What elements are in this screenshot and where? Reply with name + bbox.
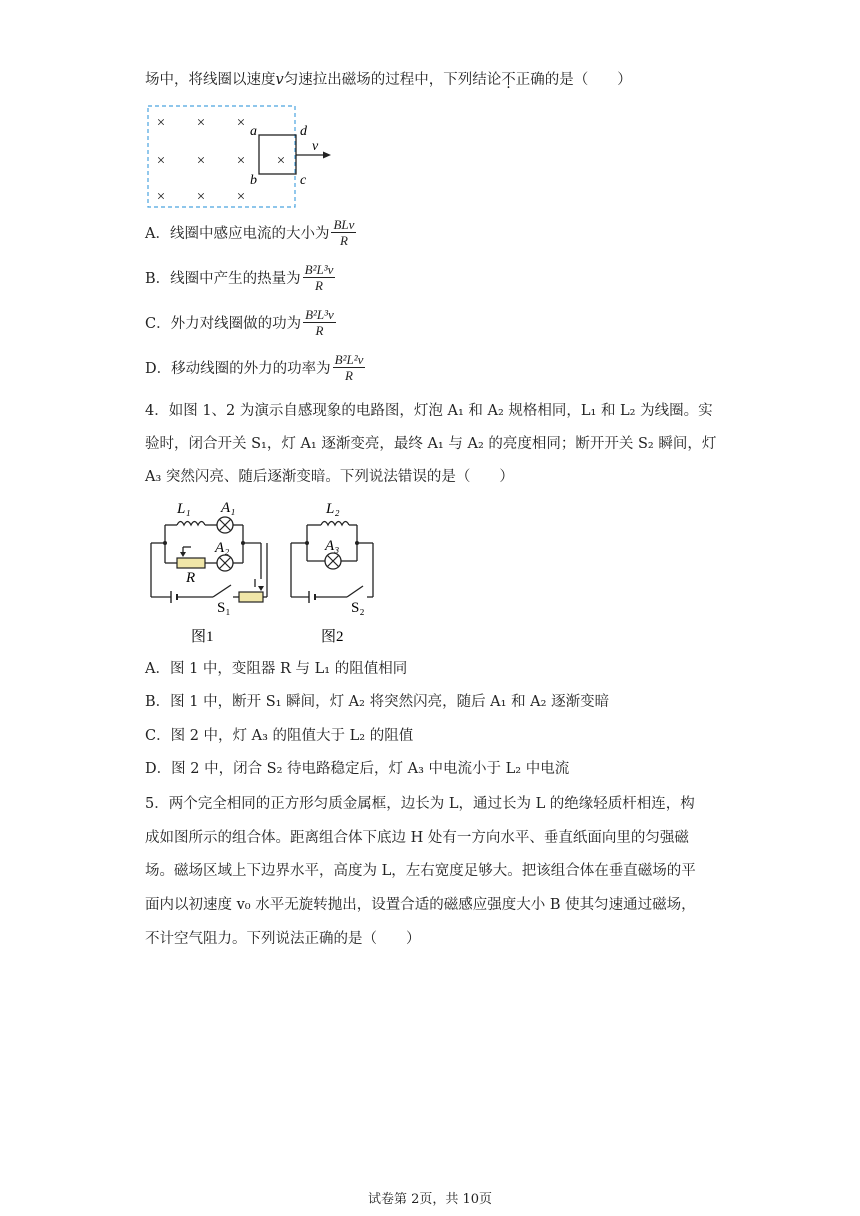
label-l1: L₁ <box>177 501 191 517</box>
q5-stem-line-3: 场。磁场区域上下边界水平，高度为 L，左右宽度足够大。把该组合体在垂直磁场的平 <box>145 863 696 879</box>
field-cross-mark: × <box>156 153 166 169</box>
q4-circuit-figure-2 <box>283 497 383 647</box>
coil-label-a: a <box>250 124 257 139</box>
field-cross-mark: × <box>196 115 206 131</box>
junction-dot <box>163 541 167 545</box>
figure-2-caption: 图2 <box>321 629 344 645</box>
rheostat-r-slider-icon <box>180 552 186 557</box>
field-boundary <box>148 106 295 207</box>
q3-option-b <box>145 262 335 293</box>
rheostat-r-body <box>177 558 205 568</box>
q4-option-c: C．图 2 中，灯 A₃ 的阻值大于 L₂ 的阻值 <box>145 728 414 744</box>
label-a1: A₁ <box>221 500 236 516</box>
junction-dot <box>355 541 359 545</box>
label-s1: S₁ <box>217 600 231 616</box>
fraction-denominator: R <box>339 233 348 248</box>
q4-option-b: B．图 1 中，断开 S₁ 瞬间，灯 A₂ 将突然闪亮，随后 A₁ 和 A₂ 逐渐变暗 <box>145 694 610 710</box>
junction-dot <box>241 541 245 545</box>
q3-stem-part-a: 场中，将线圈以速度 <box>145 72 276 88</box>
page-footer: 试卷第 2页，共 10页 <box>367 1192 493 1207</box>
field-cross-mark: × <box>236 115 246 131</box>
label-r: R <box>186 570 196 586</box>
label-s2: S₂ <box>351 600 365 616</box>
field-cross-mark: × <box>156 115 166 131</box>
q5-stem-line-5: 不计空气阻力。下列说法正确的是（ ） <box>145 931 421 947</box>
field-cross-mark: × <box>196 189 206 205</box>
field-cross-mark: × <box>236 189 246 205</box>
label-l2: L₂ <box>326 501 340 517</box>
fraction-denominator: R <box>345 368 353 383</box>
q4-circuit-figure-1 <box>143 497 273 647</box>
q4-stem-line-3: A₃ 突然闪亮、随后逐渐变暗。下列说法错误的是（ ） <box>145 469 514 485</box>
label-a3: A₃ <box>325 538 340 554</box>
q3-option-d <box>145 352 365 383</box>
q4-stem-line-1: 4．如图 1、2 为演示自感现象的电路图，灯泡 A₁ 和 A₂ 规格相同，L₁ 和 L₂ 为线圈。实 <box>145 403 713 419</box>
field-cross-mark: × <box>276 153 286 169</box>
q4-option-a: A．图 1 中，变阻器 R 与 L₁ 的阻值相同 <box>145 661 408 677</box>
q3-option-d-text: D．移动线圈的外力的功率为 <box>145 361 331 377</box>
q3-stem-velocity: v <box>275 72 284 88</box>
q3-option-a-fraction <box>331 217 356 248</box>
q3-stem-part-c: 正确的是（ ） <box>515 72 632 88</box>
coil-label-c: c <box>300 173 307 188</box>
lamp-a3-icon <box>325 553 341 569</box>
field-cross-mark: × <box>156 189 166 205</box>
q3-option-d-fraction <box>333 352 366 383</box>
q3-option-a <box>145 217 356 248</box>
fraction-numerator: B²L²v <box>334 352 364 367</box>
q3-option-c-fraction <box>303 307 336 338</box>
coil-l2-icon <box>321 522 349 526</box>
label-a2: A₂ <box>215 540 230 556</box>
fraction-numerator: B²L³v <box>305 307 334 322</box>
q3-stem-emphasis: 不 <box>501 72 516 88</box>
junction-dot <box>305 541 309 545</box>
field-cross-mark: × <box>196 153 206 169</box>
q5-stem-line-4: 面内以初速度 v₀ 水平无旋转抛出，设置合适的磁感应强度大小 B 使其匀速通过磁场， <box>145 897 696 913</box>
field-cross-mark: × <box>236 153 246 169</box>
q3-stem <box>145 70 632 90</box>
coil-l1-icon <box>177 522 205 526</box>
q3-field-figure <box>145 103 345 211</box>
q3-option-b-fraction <box>303 262 336 293</box>
lamp-a1-icon <box>217 517 233 533</box>
lamp-a2-icon <box>217 555 233 571</box>
q4-stem-line-2: 验时，闭合开关 S₁，灯 A₁ 逐渐变亮，最终 A₁ 与 A₂ 的亮度相同；断开开关 S₂ 瞬间，灯 <box>145 436 717 452</box>
figure-1-caption: 图1 <box>191 629 214 645</box>
coil-label-b: b <box>250 173 257 188</box>
fraction-denominator: R <box>315 323 324 338</box>
fraction-denominator: R <box>315 278 323 293</box>
q3-option-c <box>145 307 336 338</box>
q3-stem-part-b: 匀速拉出磁场的过程中，下列结论 <box>283 72 502 88</box>
q3-option-a-text: A．线圈中感应电流的大小为 <box>145 226 330 242</box>
q3-option-b-text: B．线圈中产生的热量为 <box>145 271 301 287</box>
rheostat-s1-body <box>239 592 263 602</box>
fraction-numerator: BLv <box>333 217 355 232</box>
velocity-arrowhead <box>323 152 331 159</box>
q5-stem-line-1: 5．两个完全相同的正方形匀质金属框，边长为 L，通过长为 L 的绝缘轻质杆相连，构 <box>145 796 695 812</box>
velocity-label: v <box>312 139 319 154</box>
fraction-numerator: B²L³v <box>304 262 334 277</box>
q3-option-c-text: C．外力对线圈做的功为 <box>145 316 302 332</box>
q5-stem-line-2: 成如图所示的组合体。距离组合体下底边 H 处有一方向水平、垂直纸面向里的匀强磁 <box>145 830 689 846</box>
coil-label-d: d <box>300 124 307 139</box>
q4-option-d: D．图 2 中，闭合 S₂ 待电路稳定后，灯 A₃ 中电流小于 L₂ 中电流 <box>145 761 570 777</box>
rheostat-s1-slider-icon <box>258 586 264 591</box>
